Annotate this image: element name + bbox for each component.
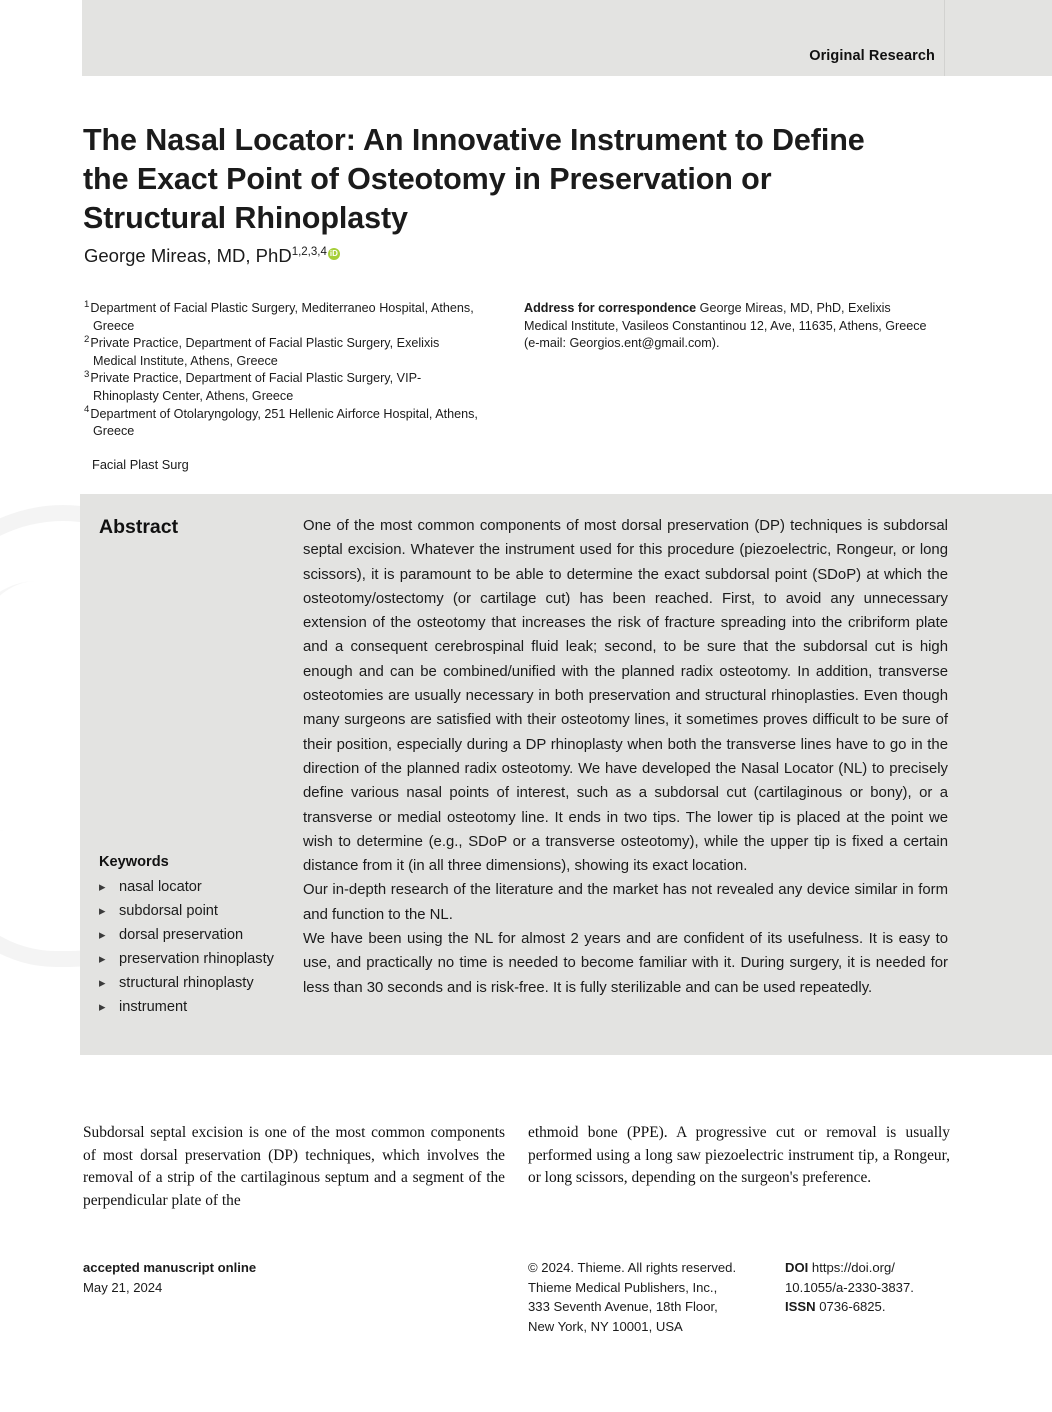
affiliation-item (84, 370, 484, 405)
keyword-label: subdorsal point (119, 903, 218, 919)
affiliation-item (84, 406, 484, 441)
affiliation-item (84, 300, 484, 335)
correspondence-block (524, 300, 932, 353)
affiliation-mark: 4 (84, 404, 90, 416)
triangle-bullet-icon: ▸ (99, 879, 106, 894)
keyword-item[interactable] (99, 947, 299, 971)
triangle-bullet-icon: ▸ (99, 951, 106, 966)
affiliation-text: Department of Facial Plastic Surgery, Mediterraneo Hospital, Athens, Greece (90, 301, 474, 333)
triangle-bullet-icon: ▸ (99, 903, 106, 918)
triangle-bullet-icon: ▸ (99, 999, 106, 1014)
journal-short-title: Facial Plast Surg (92, 457, 189, 472)
article-type-label: Original Research (809, 48, 935, 64)
affiliation-item (84, 335, 484, 370)
keyword-label: structural rhinoplasty (119, 975, 254, 991)
keyword-item[interactable] (99, 971, 299, 995)
abstract-paragraph: We have been using the NL for almost 2 years and are confident of its usefulness. It is easy to use, and practically no time is needed to become familiar with it. During surgery, it is needed for less than 30 seconds and is risk-free. It is fully sterilizable and can be used repeatedly. (303, 931, 948, 996)
running-head-band (82, 0, 1052, 76)
keyword-label: preservation rhinoplasty (119, 951, 274, 967)
publisher-address-line: 333 Seventh Avenue, 18th Floor, (528, 1299, 718, 1314)
accepted-label: accepted manuscript online (83, 1260, 257, 1275)
triangle-bullet-icon: ▸ (99, 927, 106, 942)
accepted-date: May 21, 2024 (83, 1279, 163, 1295)
triangle-bullet-icon: ▸ (99, 975, 106, 990)
body-paragraph: Subdorsal septal excision is one of the most common components of most dorsal preservation (DP) techniques, which involves the removal of a strip of the cartilaginous septum and a segment of the perpendicular plate of the (83, 1124, 505, 1209)
author-byline (84, 245, 340, 267)
publisher-city-line: New York, NY 10001, USA (528, 1318, 683, 1334)
keyword-label: nasal locator (119, 879, 202, 895)
body-column-right (528, 1122, 950, 1190)
issn-label: ISSN (785, 1299, 816, 1314)
page-title: The Nasal Locator: An Innovative Instrument to Define the Exact Point of Osteotomy in Preservation or Structural Rhinoplasty (83, 123, 865, 236)
affiliation-mark: 1 (84, 298, 90, 310)
doi-value[interactable]: https://doi.org/ (811, 1260, 895, 1275)
affiliation-list (84, 300, 484, 441)
abstract-heading: Abstract (99, 516, 179, 538)
running-head-divider (944, 0, 945, 76)
footer-identifier-block (785, 1258, 1025, 1317)
affiliation-text: Private Practice, Department of Facial Plastic Surgery, VIP-Rhinoplasty Center, Athens, Greece (90, 371, 422, 403)
body-paragraph: ethmoid bone (PPE). A progressive cut or removal is usually performed using a long saw piezoelectric instrument tip, a Rongeur, or long scissors, depending on the surgeon's preference. (528, 1124, 950, 1186)
copyright-line: © 2024. Thieme. All rights reserved. (528, 1260, 737, 1275)
doi-label: DOI (785, 1260, 809, 1275)
affiliation-text: Department of Otolaryngology, 251 Hellenic Airforce Hospital, Athens, Greece (90, 406, 478, 439)
keyword-label: instrument (119, 999, 188, 1015)
abstract-paragraph: Our in-depth research of the literature and the market has not revealed any device similar in form and function to the NL. (303, 882, 948, 923)
keyword-item[interactable] (99, 923, 299, 947)
keyword-item[interactable] (99, 875, 299, 899)
issn-value: 0736-6825. (819, 1299, 886, 1314)
affiliation-mark: 2 (84, 334, 90, 345)
keywords-block (99, 854, 299, 1019)
footer-copyright-block (528, 1258, 778, 1336)
correspondence-label: Address for correspondence (524, 301, 697, 315)
correspondence-text: George Mireas, MD, PhD, Exelixis Medical Institute, Vasileos Constantinou 12, Ave, 11635, Athens, Greece (e-mail: Georgios.ent@gmail.com). (524, 301, 927, 351)
footer-acceptance-block (83, 1258, 363, 1297)
body-column-left (83, 1122, 505, 1212)
doi-value-continued[interactable]: 10.1055/a-2330-3837. (785, 1279, 914, 1295)
abstract-body (303, 514, 948, 1000)
keyword-item[interactable] (99, 995, 299, 1019)
author-name: George Mireas, MD, PhD (84, 245, 292, 266)
orcid-icon[interactable]: iD (329, 248, 338, 258)
keywords-heading: Keywords (99, 854, 169, 870)
author-affiliation-marks: 1,2,3,4 (291, 245, 327, 258)
keyword-label: dorsal preservation (119, 927, 244, 943)
publisher-line: Thieme Medical Publishers, Inc., (528, 1279, 718, 1295)
affiliation-text: Private Practice, Department of Facial Plastic Surgery, Exelixis Medical Institute, Athens, Greece (90, 336, 440, 368)
abstract-paragraph: One of the most common components of most dorsal preservation (DP) techniques is subdorsal septal excision. Whatever the instrument used for this procedure (piezoelectric, Rongeur, or long scissors), it is paramount to be able to determine the exact subdorsal point (SDoP) at which the osteotomy/ostectomy (or cartilage cut) has been reached. First, to avoid any unnecessary extension of the osteotomy that increases the risk of fracture spreading into the cribriform plate and a consequent cerebrospinal fluid leak; second, to be sure that the subdorsal cut is high enough and can be combined/unified with the planned radix osteotomy. In addition, transverse osteotomies are usually necessary in both preservation and structural rhinoplasties. Even though many surgeons are satisfied with their osteotomy lines, it sometimes proves difficult to be sure of their position, especially during a DP rhinoplasty when both the transverse lines have to go in the direction of the planned radix osteotomy. We have developed the Nasal Locator (NL) to precisely define various nasal points of interest, such as a subdorsal cut (cartilaginous or bony), or a transverse or medial osteotomy line. It ends in two tips. The lower tip is placed at the point we wish to determine (e.g., SDoP or a transverse osteotomy), while the upper tip is fixed a certain distance from it (in all three dimensions), showing its exact location. (303, 518, 948, 875)
keyword-item[interactable] (99, 899, 299, 923)
affiliation-mark: 3 (84, 369, 90, 381)
